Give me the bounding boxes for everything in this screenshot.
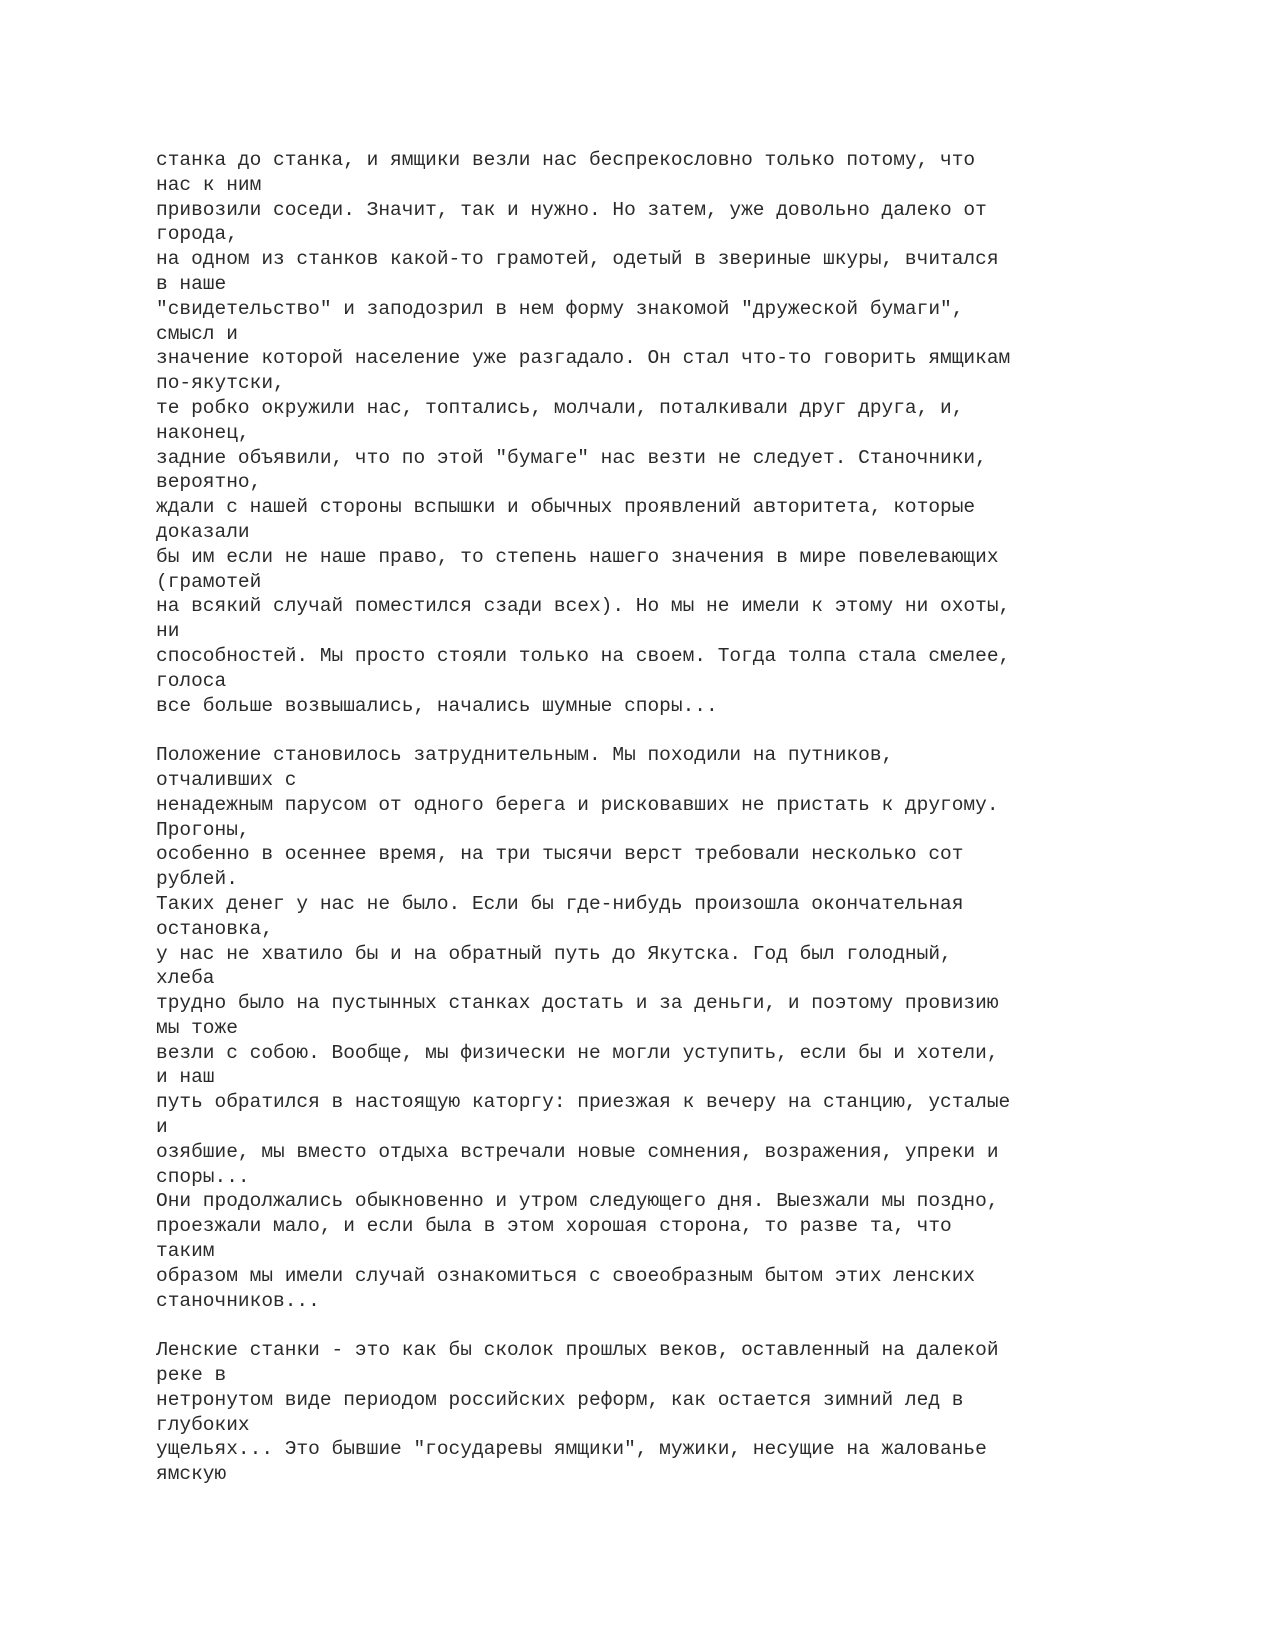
text-line: голоса xyxy=(156,669,227,692)
text-line: споры... xyxy=(156,1165,250,1188)
text-line: значение которой население уже разгадало. Он стал что-то говорить ямщикам xyxy=(156,347,1011,370)
text-line xyxy=(156,1313,1156,1338)
text-line: и наш xyxy=(156,1066,215,1089)
text-line: наконец, xyxy=(156,421,250,444)
text-line: станочников... xyxy=(156,1289,320,1312)
text-line: проезжали мало, и если была в этом хорошая сторона, то разве та, что xyxy=(156,1215,952,1238)
text-line: отчаливших с xyxy=(156,768,297,791)
text-line: Таких денег у нас не было. Если бы где-нибудь произошла окончательная xyxy=(156,892,964,915)
text-line: по-якутски, xyxy=(156,372,285,395)
text-line: те робко окружили нас, топтались, молчали, поталкивали друг друга, и, xyxy=(156,396,964,419)
text-line: на одном из станков какой-то грамотей, одетый в звериные шкуры, вчитался xyxy=(156,248,999,271)
text-line: нетронутом виде периодом российских реформ, как остается зимний лед в xyxy=(156,1388,964,1411)
text-line: рублей. xyxy=(156,868,238,891)
text-line: задние объявили, что по этой "бумаге" нас везти не следует. Станочники, xyxy=(156,446,987,469)
text-line: таким xyxy=(156,1240,215,1263)
text-line: образом мы имели случай ознакомиться с своеобразным бытом этих ленских xyxy=(156,1264,976,1287)
text-line: города, xyxy=(156,223,238,246)
text-line: ждали с нашей стороны вспышки и обычных проявлений авторитета, которые xyxy=(156,496,976,519)
text-line: озябшие, мы вместо отдыха встречали новые сомнения, возражения, упреки и xyxy=(156,1140,999,1163)
text-line: вероятно, xyxy=(156,471,262,494)
text-line: трудно было на пустынных станках достать и за деньги, и поэтому провизию xyxy=(156,992,999,1015)
text-line: на всякий случай поместился сзади всех). Но мы не имели к этому ни охоты, xyxy=(156,595,1011,618)
text-line: Ленские станки - это как бы сколок прошлых веков, оставленный на далекой xyxy=(156,1339,999,1362)
text-line: хлеба xyxy=(156,967,215,990)
text-line: ущельях... Это бывшие "государевы ямщики", мужики, несущие на жалованье xyxy=(156,1438,987,1461)
text-line: везли с собою. Вообще, мы физически не могли уступить, если бы и хотели, xyxy=(156,1041,999,1064)
text-line: и xyxy=(156,1116,168,1139)
text-line: все больше возвышались, начались шумные споры... xyxy=(156,694,718,717)
text-line: остановка, xyxy=(156,917,274,940)
text-line: ни xyxy=(156,620,180,643)
text-line: особенно в осеннее время, на три тысячи верст требовали несколько сот xyxy=(156,843,964,866)
text-line: бы им если не наше право, то степень нашего значения в мире повелевающих xyxy=(156,545,999,568)
text-line: (грамотей xyxy=(156,570,262,593)
text-line: "свидетельство" и заподозрил в нем форму знакомой "дружеской бумаги", xyxy=(156,297,964,320)
text-line: станка до станка, и ямщики везли нас беспрекословно только потому, что xyxy=(156,149,976,171)
text-line: мы тоже xyxy=(156,1016,238,1039)
text-line: Прогоны, xyxy=(156,818,250,841)
text-line: ямскую xyxy=(156,1463,227,1486)
text-line: путь обратился в настоящую каторгу: приезжая к вечеру на станцию, усталые xyxy=(156,1091,1011,1114)
text-line: нас к ним xyxy=(156,173,262,196)
document-text xyxy=(156,148,1156,1487)
text-line: ненадежным парусом от одного берега и рисковавших не пристать к другому. xyxy=(156,793,999,816)
text-line: в наше xyxy=(156,272,227,295)
text-line: у нас не хватило бы и на обратный путь до Якутска. Год был голодный, xyxy=(156,942,952,965)
text-line: глубоких xyxy=(156,1413,250,1436)
text-line: Они продолжались обыкновенно и утром следующего дня. Выезжали мы поздно, xyxy=(156,1190,999,1213)
text-line: Положение становилось затруднительным. Мы походили на путников, xyxy=(156,744,894,767)
text-line: реке в xyxy=(156,1364,227,1387)
text-line: способностей. Мы просто стояли только на своем. Тогда толпа стала смелее, xyxy=(156,644,1011,667)
text-line xyxy=(156,718,1156,743)
text-line: доказали xyxy=(156,520,250,543)
text-line: привозили соседи. Значит, так и нужно. Но затем, уже довольно далеко от xyxy=(156,198,987,221)
text-line: смысл и xyxy=(156,322,238,345)
